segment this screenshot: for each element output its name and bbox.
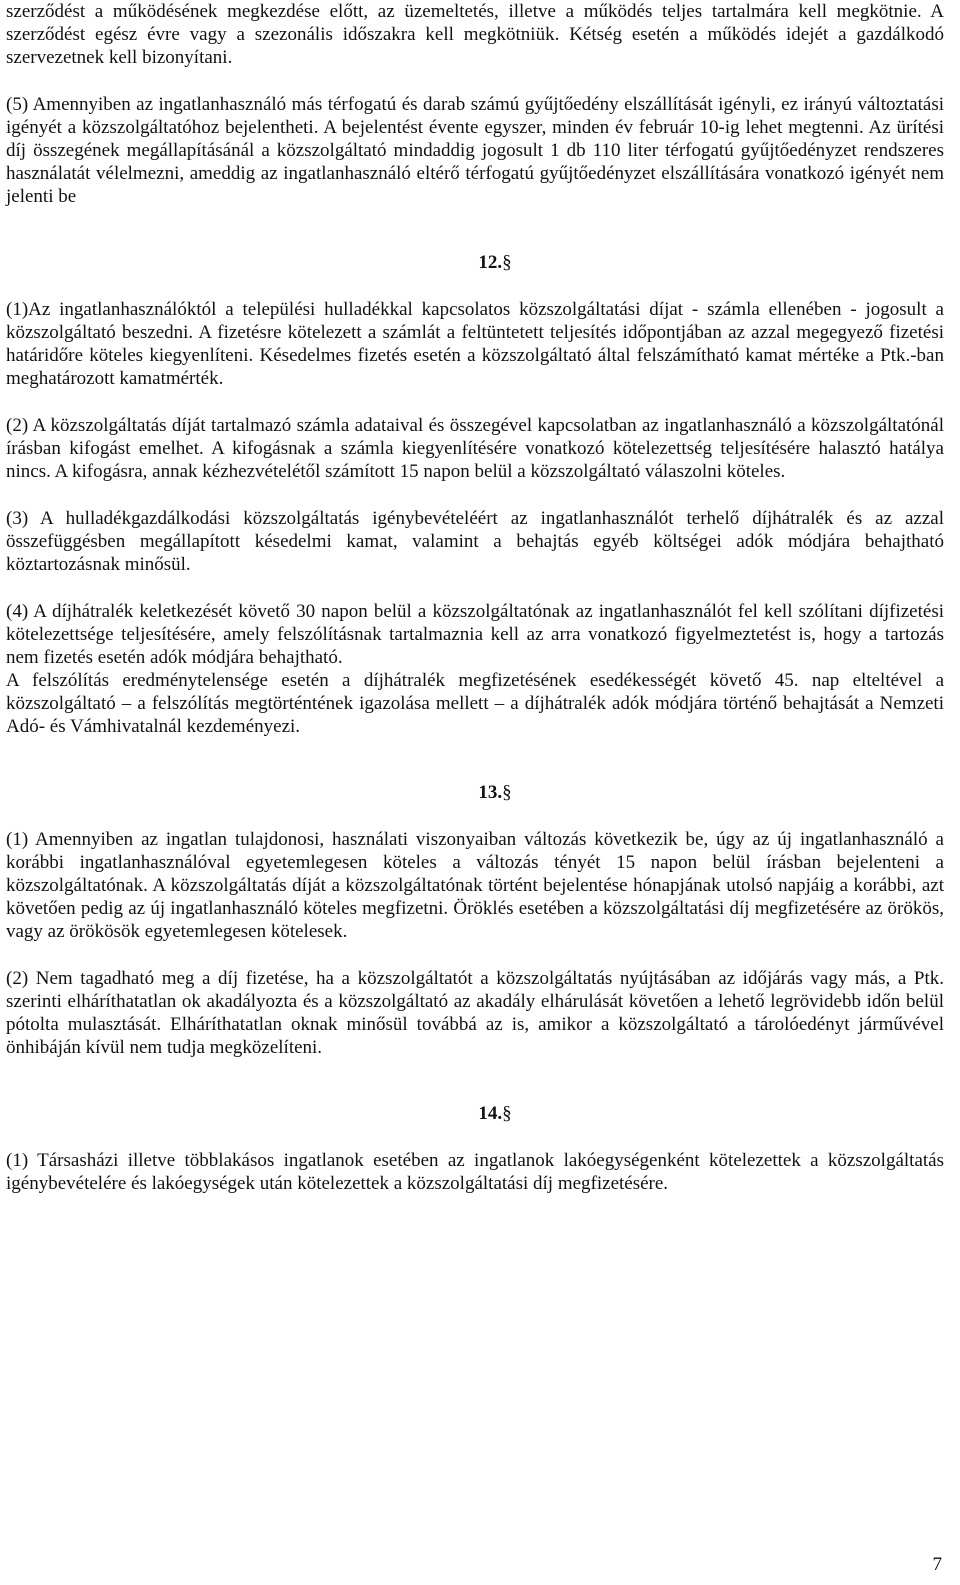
section-number: 13.: [478, 782, 503, 803]
section-12-paragraph-1: (1)Az ingatlanhasználóktól a települési hulladékkal kapcsolatos közszolgáltatási díjat - számla ellenében - jogosult a közszolgáltató beszedni. A fizetésre kötelezett a számlát a feltüntetett teljesítés időpontjában az azzal megegyező fizetési határidőre köteles kiegyenlíteni. Késedelmes fizetés esetén a közszolgáltató által felszámítható kamat mértéke a Ptk.-ban meghatározott kamatmérték.: [6, 299, 944, 389]
section-14-paragraph-1: (1) Társasházi illetve többlakásos ingatlanok esetében az ingatlanok lakóegységenként kötelezettek a közszolgáltatás igénybevételére és lakóegységek után kötelezettek a közszolgáltatási díj megfizetésére.: [6, 1150, 944, 1194]
section-13-paragraph-1: (1) Amennyiben az ingatlan tulajdonosi, használati viszonyaiban változás következik be, úgy az új ingatlanhasználó a korábbi ingatlanhasználóval egyetemlegesen köteles a változás tényét 15 napon belül írásban bejelenteni a közszolgáltatónak. A közszolgáltatás díját a közszolgáltatónak történt bejelentése hónapjának utolsó napjáig a korábbi, azt követően pedig az új ingatlanhasználó köteles megfizetni. Öröklés esetében a közszolgáltatási díj megfizetésére az örökös, vagy az örökösök egyetemlegesen kötelesek.: [6, 829, 944, 942]
document-page: [6, 0, 944, 1195]
paragraph-continuation: szerződést a működésének megkezdése előtt, az üzemeltetés, illetve a működés teljes tartalmára kell megkötnie. A szerződést egész évre vagy a szezonális időszakra kell megkötniük. Kétség esetén a működés idejét a gazdálkodó szervezetnek kell bizonyítani.: [6, 1, 944, 68]
section-number: 12.: [478, 252, 503, 273]
paragraph-5: (5) Amennyiben az ingatlanhasználó más térfogatú és darab számú gyűjtőedény elszállítását igényli, ez irányú változtatási igényét a közszolgáltatóhoz bejelentheti. A bejelentést évente egyszer, minden év február 10-ig lehet megtenni. Az ürítési díj összegének megállapításánál a közszolgáltató mindaddig jogosult 1 db 110 liter térfogatú gyűjtőedényzet rendszeres használatát vélelmezni, ameddig az ingatlanhasználó eltérő térfogatú gyűjtőedényzet elszállítására vonatkozó igényét nem jelenti be: [6, 94, 944, 207]
section-12-paragraph-3: (3) A hulladékgazdálkodási közszolgáltatás igénybevételéért az ingatlanhasználót terhelő díjhátralék és az azzal összefüggésben megállapított késedelmi kamat, valamint a behajtás egyéb költségei adók módjára behajtható köztartozásnak minősül.: [6, 508, 944, 575]
section-12-paragraph-4: (4) A díjhátralék keletkezését követő 30 napon belül a közszolgáltatónak az ingatlanhasználót fel kell szólítani díjfizetési kötelezettsége teljesítésére, amely felszólításnak tartalmaznia kell az arra vonatkozó figyelmeztetést is, hogy a tartozás nem fizetés esetén adók módjára behajtható.: [6, 601, 944, 668]
section-heading-12: [6, 251, 944, 274]
section-mark: §: [502, 782, 512, 803]
section-13-paragraph-2: (2) Nem tagadható meg a díj fizetése, ha a közszolgáltatót a közszolgáltatás nyújtásában az időjárás vagy más, a Ptk. szerinti elháríthatatlan ok akadályozta és a közszolgáltató az akadály elhárulását követően a lehető legrövidebb időn belül pótolta mulasztását. Elháríthatatlan oknak minősül továbbá az is, amikor a közszolgáltató a tárolóedényt járművével önhibáján kívül nem tudja megközelíteni.: [6, 968, 944, 1058]
section-12-paragraph-2: (2) A közszolgáltatás díját tartalmazó számla adataival és összegével kapcsolatban az ingatlanhasználó a közszolgáltatónál írásban kifogást emelhet. A kifogásnak a számla kiegyenlítésére vonatkozó kötelezettség teljesítésére halasztó hatálya nincs. A kifogásra, annak kézhezvételétől számított 15 napon belül a közszolgáltató válaszolni köteles.: [6, 415, 944, 482]
section-mark: §: [502, 252, 512, 273]
section-number: 14.: [478, 1103, 503, 1124]
section-heading-13: [6, 781, 944, 804]
section-heading-14: [6, 1102, 944, 1125]
page-number: 7: [932, 1554, 942, 1575]
section-mark: §: [502, 1103, 512, 1124]
section-12-paragraph-4-continued: A felszólítás eredménytelensége esetén a díjhátralék megfizetésének esedékességét követő 45. nap elteltével a közszolgáltató – a felszólítás megtörténtének igazolása mellett – a díjhátralék adók módjára történő behajtását a Nemzeti Adó- és Vámhivatalnál kezdeményezi.: [6, 670, 944, 737]
